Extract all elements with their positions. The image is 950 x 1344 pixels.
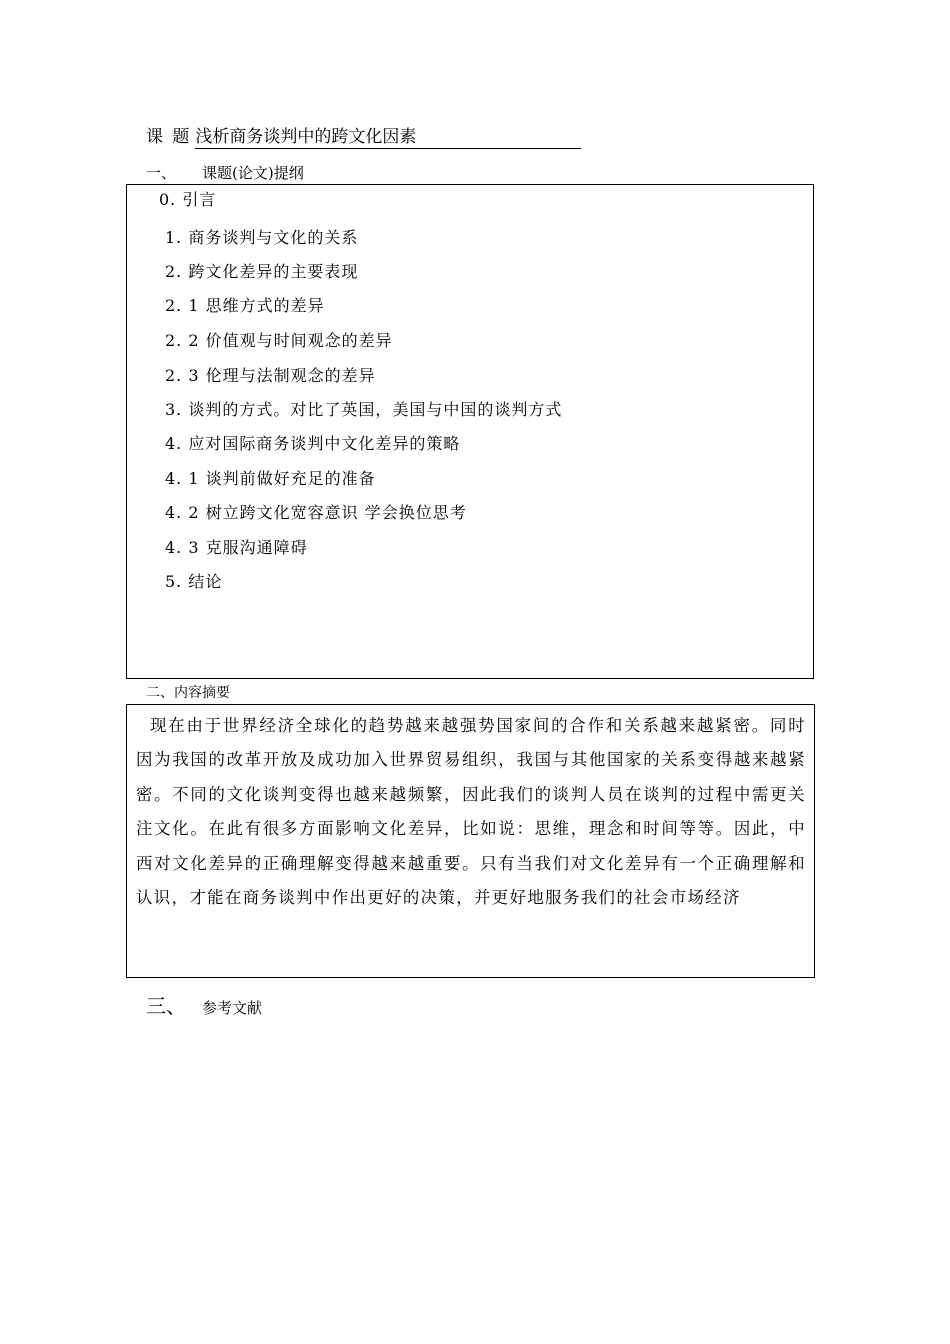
outline-box	[126, 184, 814, 679]
outline-item: 4. 2 树立跨文化宽容意识 学会换位思考	[165, 503, 467, 522]
summary-box	[126, 704, 815, 978]
outline-item: 0. 引言	[159, 190, 217, 209]
outline-item: 2. 1 思维方式的差异	[165, 296, 325, 315]
outline-item: 1. 商务谈判与文化的关系	[165, 228, 359, 247]
references-section-number: 三、	[146, 994, 186, 1018]
references-section-heading	[146, 994, 262, 1020]
outline-section-number: 一、	[146, 164, 177, 182]
outline-item: 2. 3 伦理与法制观念的差异	[165, 366, 376, 385]
outline-item: 2. 2 价值观与时间观念的差异	[165, 331, 393, 350]
summary-text: 现在由于世界经济全球化的趋势越来越强势国家间的合作和关系越来越紧密。同时因为我国的改革开放及成功加入世界贸易组织，我国与其他国家的关系变得越来越紧密。不同的文化谈判变得也越来越频繁，因此我们的谈判人员在谈判的过程中需更关注文化。在此有很多方面影响文化差异，比如说：思维，理念和时间等等。因此，中西对文化差异的正确理解变得越来越重要。只有当我们对文化差异有一个正确理解和认识，才能在商务谈判中作出更好的决策，并更好地服务我们的社会市场经济	[136, 716, 806, 908]
outline-item: 4. 应对国际商务谈判中文化差异的策略	[165, 434, 461, 453]
references-section-title: 参考文献	[202, 999, 263, 1017]
outline-section-title: 课题(论文)提纲	[202, 164, 304, 182]
outline-item: 4. 1 谈判前做好充足的准备	[165, 469, 376, 488]
topic-row	[146, 126, 581, 149]
outline-item: 3. 谈判的方式。对比了英国，美国与中国的谈判方式	[165, 400, 563, 419]
outline-item: 5. 结论	[165, 572, 223, 591]
outline-item: 4. 3 克服沟通障碍	[165, 538, 308, 557]
outline-section-heading	[146, 163, 304, 183]
topic-title: 浅析商务谈判中的跨文化因素	[195, 126, 581, 149]
summary-section-heading: 二、内容摘要	[146, 685, 230, 701]
outline-item: 2. 跨文化差异的主要表现	[165, 262, 359, 281]
topic-label: 课 题	[146, 127, 192, 147]
